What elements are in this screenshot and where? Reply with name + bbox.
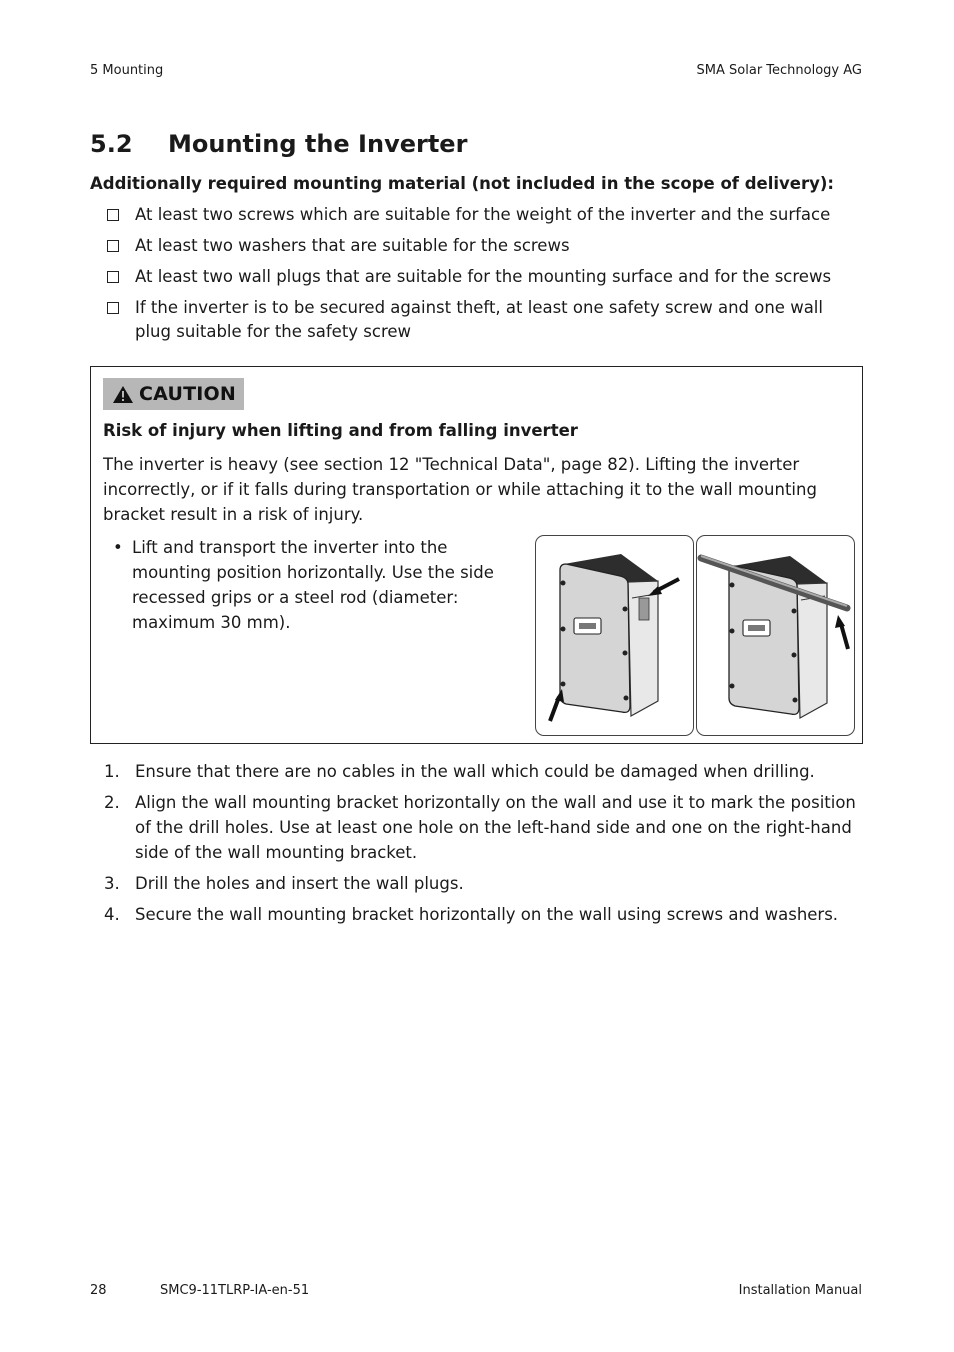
running-header-chapter: 5 Mounting [90, 63, 164, 78]
checkbox-icon [107, 302, 119, 314]
step-number: 4. [104, 905, 120, 924]
step-text: Align the wall mounting bracket horizontally on the wall and use it to mark the position of the drill holes. Use at least one hole on the left-hand side and one on the right-hand side of the wall mounting bracket. [135, 793, 856, 862]
bullet-icon: • [113, 538, 123, 557]
document-type: Installation Manual [738, 1283, 862, 1298]
checklist-item-text: At least two washers that are suitable for the screws [135, 236, 570, 255]
step-text: Drill the holes and insert the wall plugs. [135, 874, 464, 893]
checklist-item [104, 234, 864, 258]
running-header-company: SMA Solar Technology AG [696, 63, 862, 78]
step-text: Secure the wall mounting bracket horizontally on the wall using screws and washers. [135, 905, 839, 924]
caution-label: CAUTION [139, 383, 236, 405]
step-number: 3. [104, 874, 120, 893]
illustration-recessed-grips [535, 535, 694, 736]
warning-triangle-icon [112, 385, 134, 404]
materials-checklist [104, 203, 864, 351]
step-item [104, 790, 864, 865]
step-item [104, 902, 864, 927]
step-item [104, 759, 864, 784]
caution-title: Risk of injury when lifting and from falling inverter [103, 421, 578, 440]
step-item [104, 871, 864, 896]
checkbox-icon [107, 271, 119, 283]
page-number: 28 [90, 1283, 107, 1298]
materials-heading: Additionally required mounting material (not included in the scope of delivery): [90, 174, 834, 193]
caution-bullet-text: Lift and transport the inverter into the mounting position horizontally. Use the side recessed grips or a steel rod (diameter: maximum 30 mm). [132, 538, 494, 632]
inverter-recessed-grips-drawing [536, 536, 693, 735]
caution-body: The inverter is heavy (see section 12 "Technical Data", page 82). Lifting the inverter incorrectly, or if it falls during transportation or while attaching it to the wall mounting bracket result in a risk of injury. [103, 455, 817, 524]
caution-badge [103, 378, 244, 410]
mounting-steps [104, 759, 864, 933]
checklist-item [104, 296, 864, 344]
checklist-item [104, 265, 864, 289]
checkbox-icon [107, 240, 119, 252]
section-title: Mounting the Inverter [168, 130, 468, 158]
checklist-item-text: If the inverter is to be secured against theft, at least one safety screw and one wall plug suitable for the safety screw [135, 298, 823, 341]
step-text: Ensure that there are no cables in the wall which could be damaged when drilling. [135, 762, 815, 781]
step-number: 1. [104, 762, 120, 781]
illustration-steel-rod [696, 535, 855, 736]
inverter-steel-rod-drawing [697, 536, 854, 735]
document-id: SMC9-11TLRP-IA-en-51 [160, 1283, 310, 1298]
checklist-item-text: At least two screws which are suitable for the weight of the inverter and the surface [135, 205, 831, 224]
checkbox-icon [107, 209, 119, 221]
checklist-item-text: At least two wall plugs that are suitable for the mounting surface and for the screws [135, 267, 832, 286]
checklist-item [104, 203, 864, 227]
section-number: 5.2 [90, 130, 133, 158]
step-number: 2. [104, 793, 120, 812]
